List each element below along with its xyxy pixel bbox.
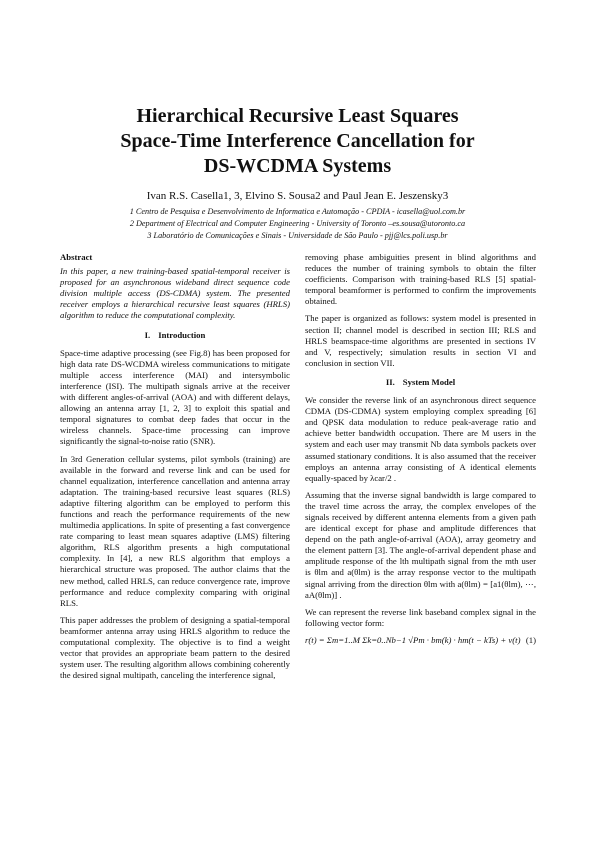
- abstract-text: In this paper, a new training-based spatial-temporal receiver is proposed for an asynchronous wideband direct sequence code division multiple access (DS-CDMA) system. The presented receiver employs a hierarchical recursive least squares (HRLS) algorithm to reduce the computational complexity.: [60, 266, 290, 321]
- system-model-paragraph-2: Assuming that the inverse signal bandwidth is large compared to the travel time across the array, the complex envelopes of the signals received by different antenna elements from a given path are identical except for phase and amplitude differences that depend on the path angle-of-arrival (AOA), array geometry and the element pattern [3]. The angle-of-arrival dependent phase and amplitude response of the lth multipath signal from the mth user is θlm and a(θlm) is the array response vector to the multipath signal arriving from the direction θlm with a(θlm) = [a1(θlm), ⋯, aA(θlm)] .: [305, 489, 536, 600]
- equation-body: r(t) = Σm=1..M Σk=0..Nb−1 √Pm · bm(k) · hm(t − kTs) + v(t): [305, 634, 521, 645]
- author-list: Ivan R.S. Casella1, 3, Elvino S. Sousa2 and Paul Jean E. Jeszensky3: [146, 190, 449, 202]
- abstract-heading: Abstract: [60, 252, 93, 262]
- intro-paragraph-2: In 3rd Generation cellular systems, pilot symbols (training) are available in the forward and reverse link and can be used for channel equalization, interference cancellation and antenna array adaptation. The training-based recursive least squares (RLS) adaptive filtering algorithm can be employed to perform this functions and reach the performance requirements of the new multimedia applications. In spite of presenting a fast convergence rate comparing to least mean squares adaptive (LMS) filtering algorithm, RLS algorithm presents a high computational complexity. In [4], a new RLS algorithm that employs a hierarchical structure was proposed. The author claims that the new method, called HRLS, can reduce convergence rate, improve performance and reduce complexity comparing with original RLS.: [60, 453, 290, 608]
- equation-number: (1): [525, 634, 536, 645]
- paper-title: [0, 104, 595, 179]
- section-heading-introduction: [60, 330, 290, 341]
- section-heading-system-model: [305, 377, 536, 388]
- title-line-2: Space-Time Interference Cancellation for: [120, 130, 475, 152]
- left-column: [60, 252, 290, 687]
- title-line-1: Hierarchical Recursive Least Squares: [136, 105, 459, 127]
- intro-paragraph-1: Space-time adaptive processing (see Fig.8) has been proposed for high data rate DS-WCDMA wireless communications to mitigate multiple access interference (MAI) and intersymbolic interference (ISI). The multipath signals arrive at the receiver with different angles-of-arrival (AOA) and with different delays, allowing an antenna array [1, 2, 3] to exploit this spatial and temporal signatures to combat deep fades that occur in the wireless channels. Space-time processing can improve significantly the signal-to-noise ratio (SNR).: [60, 347, 290, 447]
- intro-paragraph-3: This paper addresses the problem of designing a spatial-temporal beamformer antenna array using HRLS algorithm to reduce the computational complexity. The objective is to find a weight vector that provides an appropriate beam pattern to the desired system user. The resulting algorithm allows combining coherently the desired signal multipath, canceling the interference signal,: [60, 614, 290, 681]
- system-model-paragraph-3: We can represent the reverse link baseband complex signal in the following vector form:: [305, 606, 536, 628]
- equation-1: [305, 635, 536, 646]
- affiliation-3: 3 Laboratório de Comunicações e Sinais - Universidade de São Paulo - pjj@lcs.poli.usp.br: [147, 231, 448, 240]
- affiliation-1: 1 Centro de Pesquisa e Desenvolvimento de Informatica e Automação - CPDIA - icasella@uol.com.br: [129, 207, 466, 216]
- affiliation-2: 2 Department of Electrical and Computer Engineering - University of Toronto –es.sousa@utoronto.ca: [129, 219, 466, 228]
- intro-paragraph-5: The paper is organized as follows: system model is presented in section II; channel model is described in section III; RLS and HRLS beamspace-time algorithms are presented in sections IV and V, respectively; simulation results in section VI and conclusion in section VII.: [305, 313, 536, 368]
- title-line-3: DS-WCDMA Systems: [203, 155, 392, 177]
- section-number: II.: [385, 376, 395, 387]
- intro-paragraph-4: removing phase ambiguities present in blind algorithms and reduces the number of training symbols to obtain the filter coefficients. Comparison with training-based RLS [5] spatial-temporal beamformer is performed to confirm the improvements obtained.: [305, 252, 536, 307]
- section-title: Introduction: [158, 329, 206, 340]
- system-model-paragraph-1: We consider the reverse link of an asynchronous direct sequence CDMA (DS-CDMA) system employing complex spreading [6] and QPSK data modulation to reduce peak-average ratio and achieve better bandwidth occupation. There are M users in the system and each user may transmit Nb data symbols packets over assumed stationary conditions. It is also assumed that the receiver employs an antenna array consisting of A identical elements equally-spaced by λcar/2 .: [305, 395, 536, 483]
- section-number: I.: [144, 329, 151, 340]
- right-column: [305, 252, 536, 652]
- section-title: System Model: [402, 376, 456, 387]
